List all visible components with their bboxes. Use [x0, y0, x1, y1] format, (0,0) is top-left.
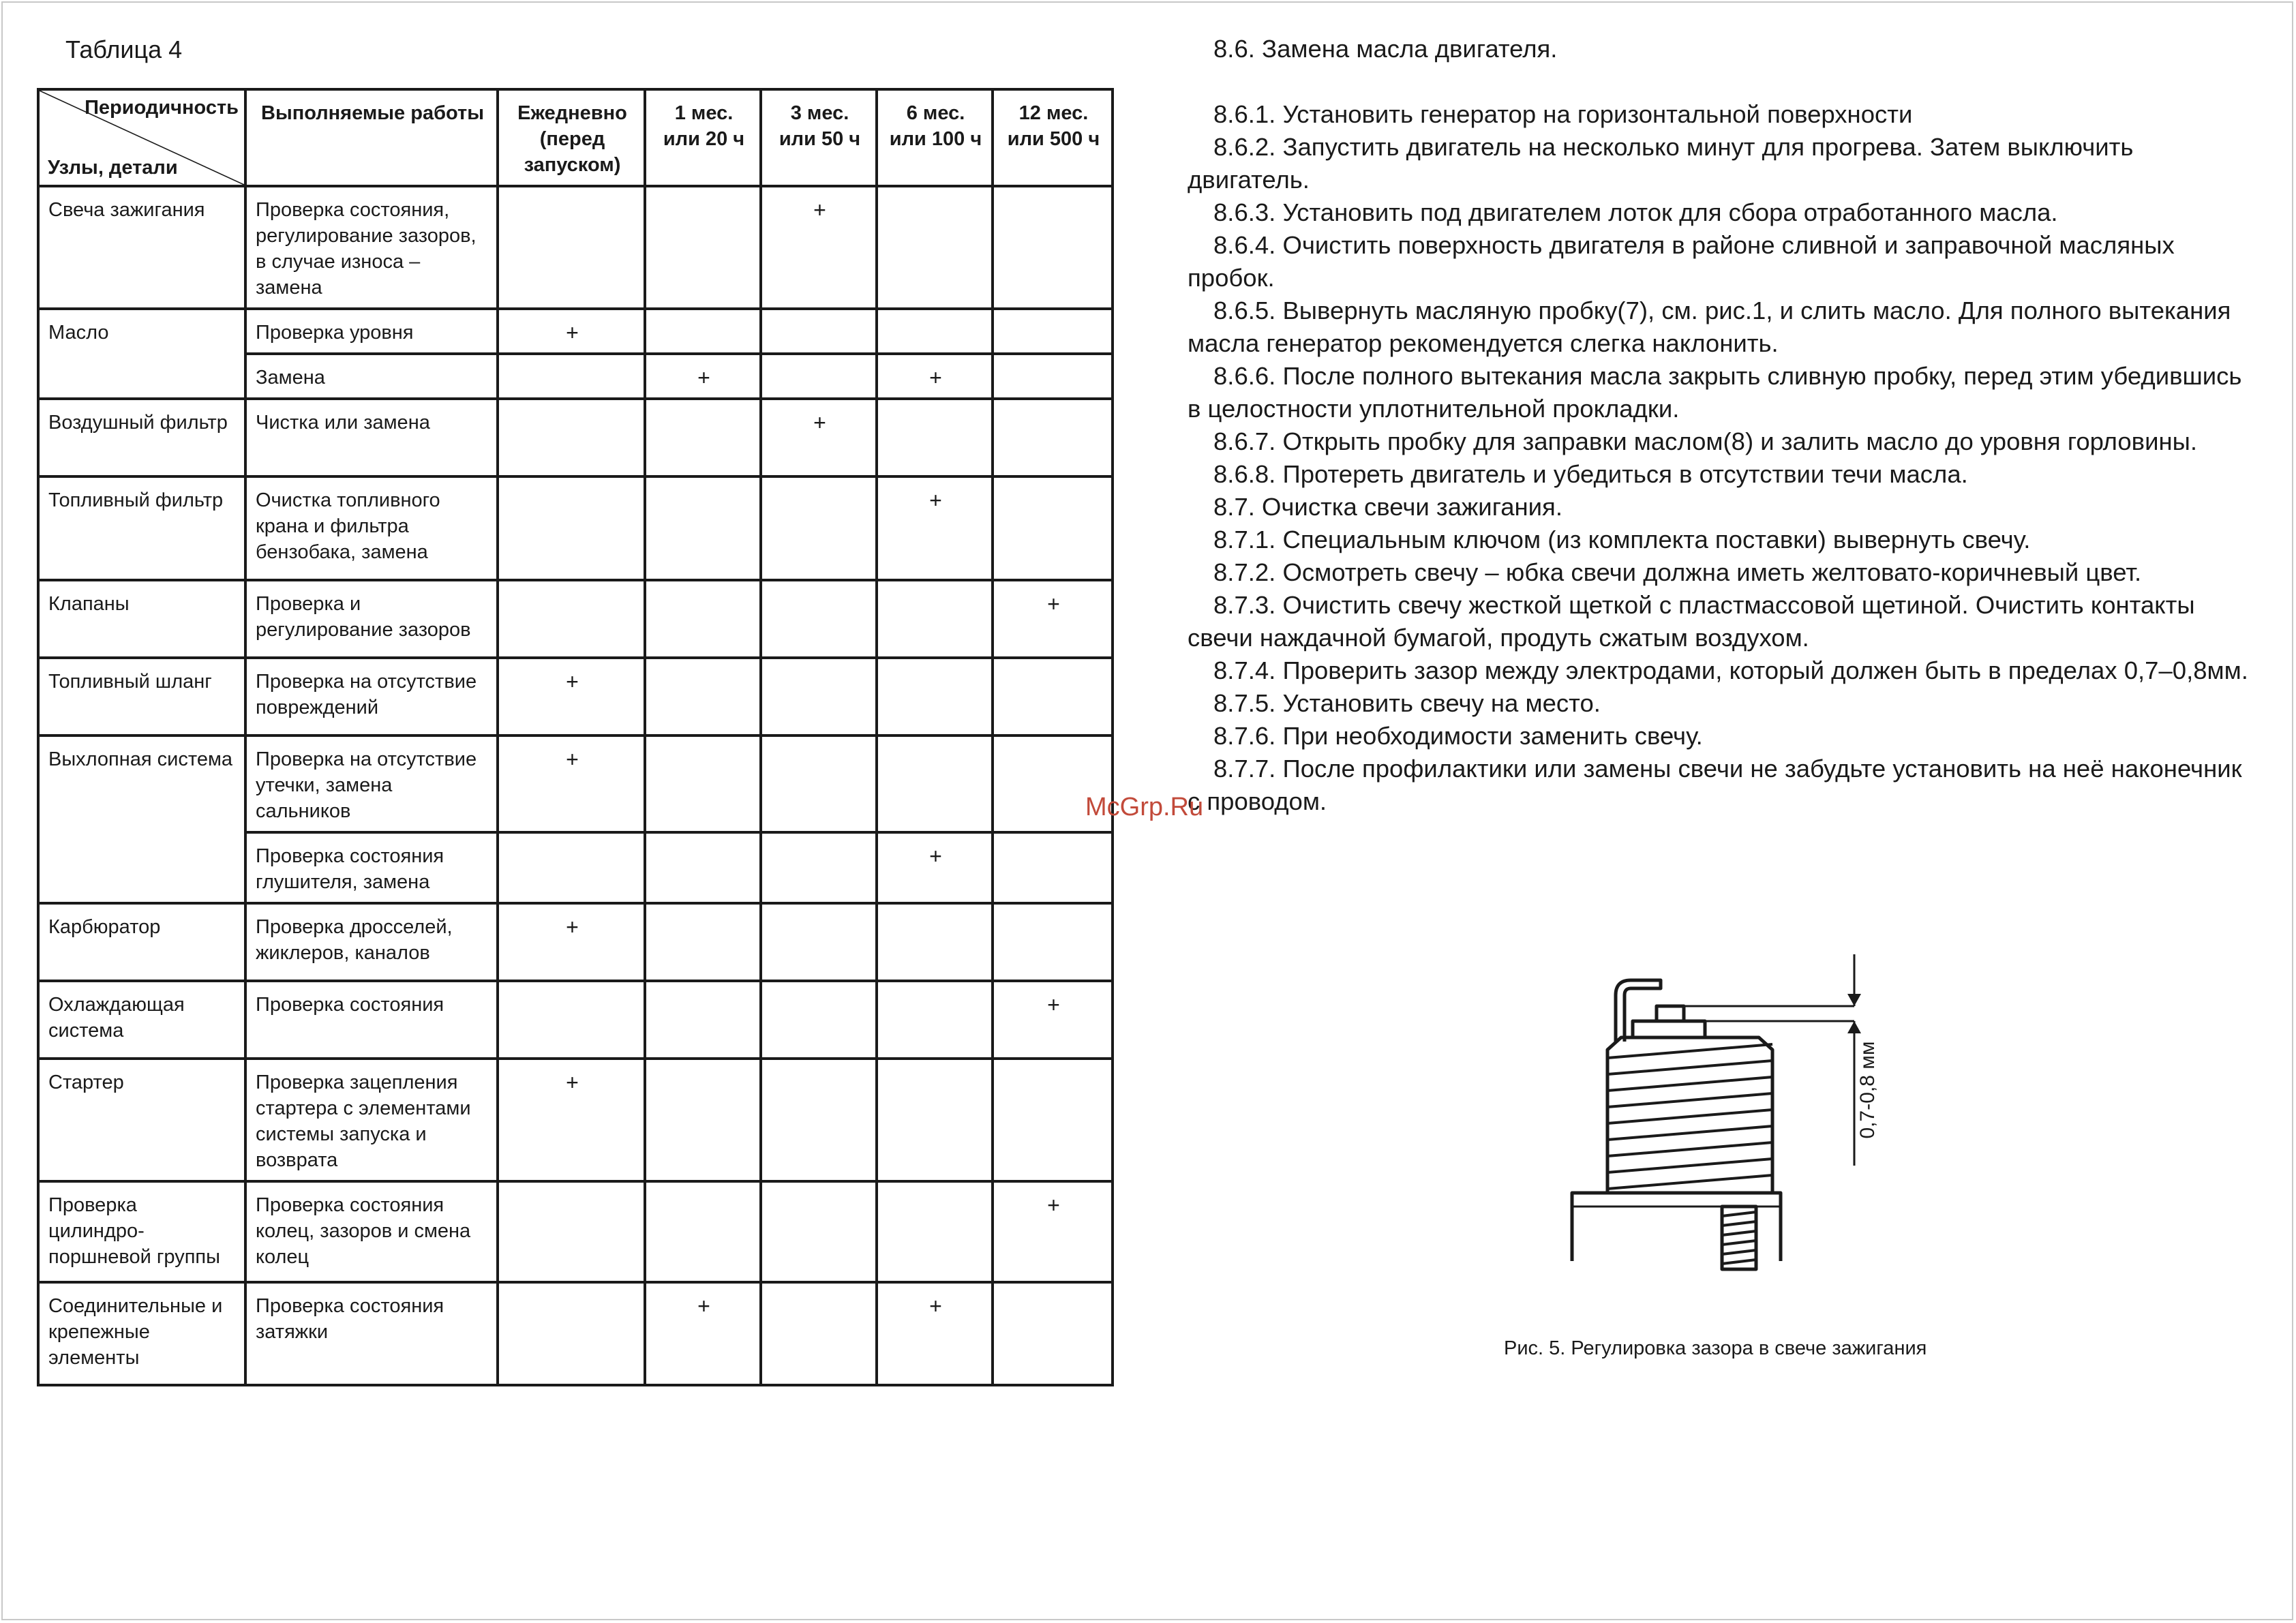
schedule-mark-cell	[645, 832, 761, 903]
work-cell: Замена	[245, 354, 498, 399]
thread-lines	[1607, 1044, 1772, 1189]
part-cell: Проверка цилиндро-поршневой группы	[38, 1181, 245, 1282]
maintenance-table	[37, 88, 1114, 1386]
schedule-mark-cell: +	[877, 832, 993, 903]
schedule-mark-cell: +	[877, 1282, 993, 1385]
table-row	[38, 903, 1113, 981]
work-cell: Проверка зацепления стартера с элементами системы запуска и возврата	[245, 1059, 498, 1181]
work-cell: Проверка на отсутствие повреждений	[245, 658, 498, 735]
table-title: Таблица 4	[65, 35, 183, 63]
part-cell: Воздушный фильтр	[38, 399, 245, 476]
instruction-paragraph: 8.6.4. Очистить поверхность двигателя в районе сливной и заправочной масляных пробок.	[1188, 231, 2175, 292]
instruction-paragraph: 8.7.2. Осмотреть свечу – юбка свечи должна иметь желтовато-коричневый цвет.	[1213, 558, 2142, 586]
schedule-mark-cell	[761, 1181, 877, 1282]
schedule-mark-cell	[761, 903, 877, 981]
schedule-mark-cell	[645, 186, 761, 309]
schedule-mark-cell	[877, 1181, 993, 1282]
schedule-mark-cell: +	[761, 186, 877, 309]
schedule-mark-cell	[645, 476, 761, 580]
schedule-mark-cell	[993, 1282, 1113, 1385]
instruction-paragraph: 8.6.1. Установить генератор на горизонтальной поверхности	[1213, 100, 1913, 128]
table-row	[38, 981, 1113, 1059]
insulator-top	[1633, 1021, 1705, 1037]
table-row	[38, 309, 1113, 354]
part-cell: Карбюратор	[38, 903, 245, 981]
instruction-paragraph: 8.6.6. После полного вытекания масла закрыть сливную пробку, перед этим убедившись в целостности уплотнительной прокладки.	[1188, 362, 2242, 423]
schedule-mark-cell	[645, 309, 761, 354]
schedule-mark-cell	[498, 1181, 645, 1282]
instruction-paragraph: 8.7.7. После профилактики или замены свечи не забудьте установить на неё наконечник с проводом.	[1188, 755, 2242, 815]
instruction-paragraph: 8.7. Очистка свечи зажигания.	[1213, 493, 1562, 521]
instruction-paragraph: 8.6.7. Открыть пробку для заправки маслом(8) и залить масло до уровня горловины.	[1213, 427, 2197, 455]
schedule-mark-cell	[993, 1059, 1113, 1181]
part-cell: Стартер	[38, 1059, 245, 1181]
schedule-mark-cell	[645, 399, 761, 476]
spark-plug-gap-figure	[1554, 941, 1882, 1295]
schedule-mark-cell	[993, 309, 1113, 354]
schedule-mark-cell	[645, 580, 761, 658]
instruction-paragraph: 8.6.2. Запустить двигатель на несколько минут для прогрева. Затем выключить двигатель.	[1188, 133, 2134, 194]
schedule-mark-cell	[877, 903, 993, 981]
table-row	[38, 735, 1113, 832]
schedule-mark-cell	[877, 309, 993, 354]
work-cell: Чистка или замена	[245, 399, 498, 476]
schedule-mark-cell	[993, 186, 1113, 309]
column-header-daily: Ежедневно (перед запуском)	[498, 89, 645, 186]
schedule-mark-cell	[761, 981, 877, 1059]
schedule-mark-cell	[993, 354, 1113, 399]
schedule-mark-cell	[498, 399, 645, 476]
schedule-mark-cell	[645, 658, 761, 735]
table-row	[38, 658, 1113, 735]
instruction-paragraph: 8.7.4. Проверить зазор между электродами, который должен быть в пределах 0,7–0,8мм.	[1213, 656, 2248, 684]
corner-label-parts: Узлы, детали	[48, 157, 178, 179]
schedule-mark-cell	[645, 1059, 761, 1181]
schedule-mark-cell	[993, 476, 1113, 580]
gap-dimension-label: 0,7-0,8 мм	[1856, 1041, 1879, 1139]
work-cell: Проверка и регулирование зазоров	[245, 580, 498, 658]
work-cell: Проверка состояния глушителя, замена	[245, 832, 498, 903]
schedule-mark-cell	[498, 981, 645, 1059]
schedule-mark-cell: +	[993, 1181, 1113, 1282]
schedule-mark-cell	[645, 903, 761, 981]
part-cell: Топливный фильтр	[38, 476, 245, 580]
column-header-3-month: 3 мес. или 50 ч	[761, 89, 877, 186]
schedule-mark-cell: +	[877, 354, 993, 399]
table-header-row	[38, 89, 1113, 186]
instructions-text	[1188, 33, 2251, 818]
table-row	[38, 580, 1113, 658]
schedule-mark-cell	[761, 580, 877, 658]
schedule-mark-cell: +	[498, 658, 645, 735]
schedule-mark-cell: +	[761, 399, 877, 476]
work-cell: Проверка состояния колец, зазоров и смена колец	[245, 1181, 498, 1282]
schedule-mark-cell	[761, 658, 877, 735]
instruction-paragraph: 8.6.8. Протереть двигатель и убедиться в отсутствии течи масла.	[1213, 460, 1968, 488]
table-row	[38, 476, 1113, 580]
schedule-mark-cell	[498, 186, 645, 309]
table-row	[38, 1282, 1113, 1385]
work-cell: Проверка уровня	[245, 309, 498, 354]
schedule-mark-cell	[877, 580, 993, 658]
column-header-12-month: 12 мес. или 500 ч	[993, 89, 1113, 186]
work-cell: Проверка состояния затяжки	[245, 1282, 498, 1385]
schedule-mark-cell: +	[498, 735, 645, 832]
ground-electrode	[1616, 980, 1661, 1042]
schedule-mark-cell	[877, 658, 993, 735]
schedule-mark-cell	[761, 354, 877, 399]
schedule-mark-cell	[498, 476, 645, 580]
center-electrode	[1657, 1006, 1684, 1021]
part-cell: Клапаны	[38, 580, 245, 658]
work-cell: Очистка топливного крана и фильтра бензобака, замена	[245, 476, 498, 580]
schedule-mark-cell	[498, 580, 645, 658]
schedule-mark-cell: +	[498, 1059, 645, 1181]
schedule-mark-cell	[761, 309, 877, 354]
work-cell: Проверка состояния	[245, 981, 498, 1059]
figure-caption: Рис. 5. Регулировка зазора в свече зажигания	[1504, 1337, 1927, 1359]
schedule-mark-cell	[761, 1059, 877, 1181]
table-row	[38, 399, 1113, 476]
watermark: McGrp.Ru	[1085, 793, 1204, 821]
work-cell: Проверка состояния, регулирование зазоров, в случае износа – замена	[245, 186, 498, 309]
schedule-mark-cell	[877, 186, 993, 309]
schedule-mark-cell	[761, 1282, 877, 1385]
corner-label-periodicity: Периодичность	[85, 97, 239, 119]
schedule-mark-cell: +	[993, 580, 1113, 658]
schedule-mark-cell: +	[498, 903, 645, 981]
schedule-mark-cell: +	[645, 354, 761, 399]
schedule-mark-cell	[877, 399, 993, 476]
instruction-paragraph: 8.6.5. Вывернуть масляную пробку(7), см. рис.1, и слить масло. Для полного вытекания масла генератор рекомендуется слегка наклонить.	[1188, 297, 2231, 357]
table-row	[38, 186, 1113, 309]
part-cell: Масло	[38, 309, 245, 399]
instruction-paragraph: 8.7.6. При необходимости заменить свечу.	[1213, 722, 1703, 750]
part-cell: Соединительные и крепежные элементы	[38, 1282, 245, 1385]
part-cell: Выхлопная система	[38, 735, 245, 903]
schedule-mark-cell	[761, 735, 877, 832]
schedule-mark-cell	[498, 354, 645, 399]
instruction-paragraph: 8.7.3. Очистить свечу жесткой щеткой с пластмассовой щетиной. Очистить контакты свечи наждачной бумагой, продуть сжатым воздухом.	[1188, 591, 2195, 652]
section-heading: 8.6. Замена масла двигателя.	[1213, 35, 1558, 63]
schedule-mark-cell	[993, 399, 1113, 476]
schedule-mark-cell	[877, 981, 993, 1059]
part-cell: Топливный шланг	[38, 658, 245, 735]
schedule-mark-cell	[761, 832, 877, 903]
header-corner-cell	[38, 89, 245, 186]
instruction-paragraph: 8.6.3. Установить под двигателем лоток для сбора отработанного масла.	[1213, 198, 2058, 226]
part-cell: Охлаждающая система	[38, 981, 245, 1059]
schedule-mark-cell	[877, 1059, 993, 1181]
schedule-mark-cell: +	[993, 981, 1113, 1059]
schedule-mark-cell	[645, 735, 761, 832]
column-header-6-month: 6 мес. или 100 ч	[877, 89, 993, 186]
schedule-mark-cell	[498, 1282, 645, 1385]
table-row	[38, 1181, 1113, 1282]
schedule-mark-cell: +	[645, 1282, 761, 1385]
schedule-mark-cell	[877, 735, 993, 832]
instruction-paragraph: 8.7.1. Специальным ключом (из комплекта поставки) вывернуть свечу.	[1213, 526, 2031, 553]
terminal-threads	[1722, 1212, 1756, 1264]
schedule-mark-cell	[645, 981, 761, 1059]
table-row	[38, 1059, 1113, 1181]
column-header-work: Выполняемые работы	[245, 89, 498, 186]
paragraph-list	[1188, 98, 2251, 818]
work-cell: Проверка на отсутствие утечки, замена сальников	[245, 735, 498, 832]
schedule-mark-cell	[645, 1181, 761, 1282]
instruction-paragraph: 8.7.5. Установить свечу на место.	[1213, 689, 1601, 717]
schedule-mark-cell: +	[498, 309, 645, 354]
schedule-mark-cell	[993, 658, 1113, 735]
table-body	[38, 186, 1113, 1385]
schedule-mark-cell	[761, 476, 877, 580]
schedule-mark-cell: +	[877, 476, 993, 580]
work-cell: Проверка дросселей, жиклеров, каналов	[245, 903, 498, 981]
schedule-mark-cell	[993, 832, 1113, 903]
column-header-1-month: 1 мес. или 20 ч	[645, 89, 761, 186]
part-cell: Свеча зажигания	[38, 186, 245, 309]
schedule-mark-cell	[498, 832, 645, 903]
schedule-mark-cell	[993, 903, 1113, 981]
